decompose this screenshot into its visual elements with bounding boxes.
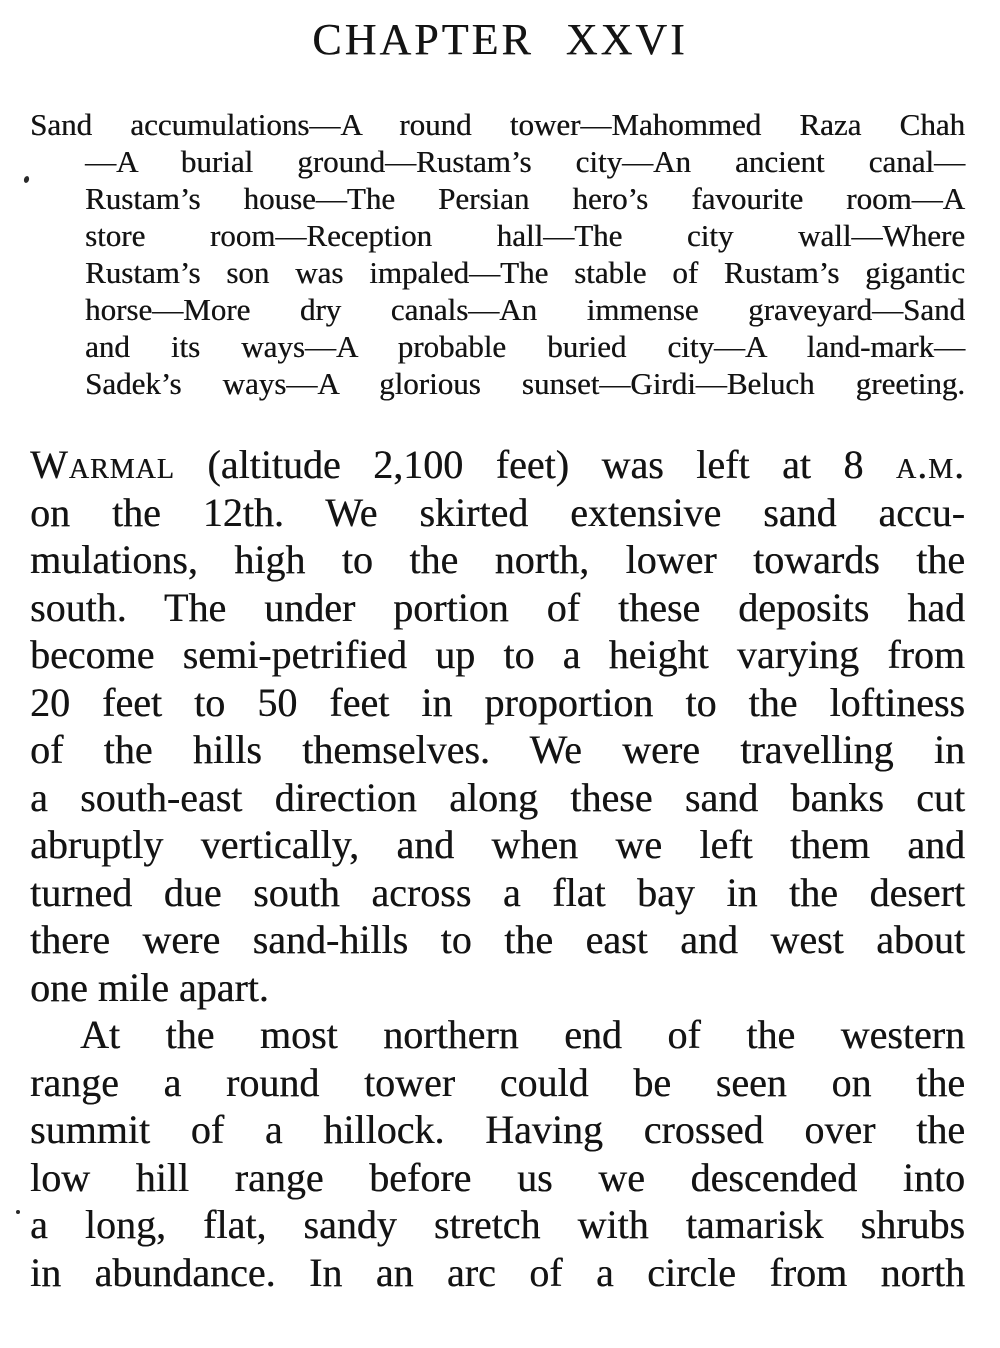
text-line: store room—Reception hall—The city wall—Where xyxy=(85,218,965,253)
body-text xyxy=(30,441,965,1296)
text-line: a long, flat, sandy stretch with tamarisk shrubs xyxy=(30,1202,965,1247)
text-line: and its ways—A probable buried city—A land-mark— xyxy=(85,329,965,364)
chapter-synopsis xyxy=(30,106,965,402)
text-line: one mile apart. xyxy=(30,964,269,1010)
paragraph-1 xyxy=(30,441,965,1011)
text-line: on the 12th. We skirted extensive sand accu- xyxy=(30,489,965,535)
text-line: a south-east direction along these sand banks cut xyxy=(30,774,965,820)
text-line: of the hills themselves. We were travelling in xyxy=(30,727,965,772)
scan-artifact-speck xyxy=(16,1210,20,1214)
text-line-opening xyxy=(30,441,965,489)
chapter-heading: CHAPTER XXVI xyxy=(312,15,688,64)
text-line: At the most northern end of the western xyxy=(80,1012,965,1057)
text-line: low hill range before us we descended into xyxy=(30,1154,965,1200)
text-line: 20 feet to 50 feet in proportion to the loftiness xyxy=(30,679,965,725)
text-line: range a round tower could be seen on the xyxy=(30,1059,965,1105)
text-line: become semi-petrified up to a height varying from xyxy=(30,632,965,677)
opening-word-smallcaps: Warmal xyxy=(30,442,175,487)
paragraph-1-lines xyxy=(30,489,965,1012)
text-line: south. The under portion of these deposits had xyxy=(30,584,965,630)
scan-artifact-speck xyxy=(23,175,30,183)
text-line: abruptly vertically, and when we left them and xyxy=(30,822,965,867)
text-line: there were sand-hills to the east and west about xyxy=(30,917,965,962)
text-line: in abundance. In an arc of a circle from north xyxy=(30,1249,965,1295)
text-line: mulations, high to the north, lower towards the xyxy=(30,537,965,582)
text-line: horse—More dry canals—An immense graveyard—Sand xyxy=(85,292,965,327)
text-line: —A burial ground—Rustam’s city—An ancient canal— xyxy=(85,144,965,179)
text-line: Rustam’s house—The Persian hero’s favourite room—A xyxy=(85,181,965,216)
paragraph-2 xyxy=(30,1011,965,1296)
opening-line-middle: (altitude 2,100 feet) was left at 8 xyxy=(207,442,864,487)
text-line: Rustam’s son was impaled—The stable of Rustam’s gigantic xyxy=(85,255,965,290)
text-line: turned due south across a flat bay in the desert xyxy=(30,869,965,915)
text-line: Sadek’s ways—A glorious sunset—Girdi—Beluch greeting. xyxy=(85,366,965,401)
text-line: summit of a hillock. Having crossed over the xyxy=(30,1107,965,1152)
opening-line-am-smallcaps: a.m. xyxy=(895,442,966,487)
text-line: Sand accumulations—A round tower—Mahommed Raza Chah xyxy=(30,107,965,142)
